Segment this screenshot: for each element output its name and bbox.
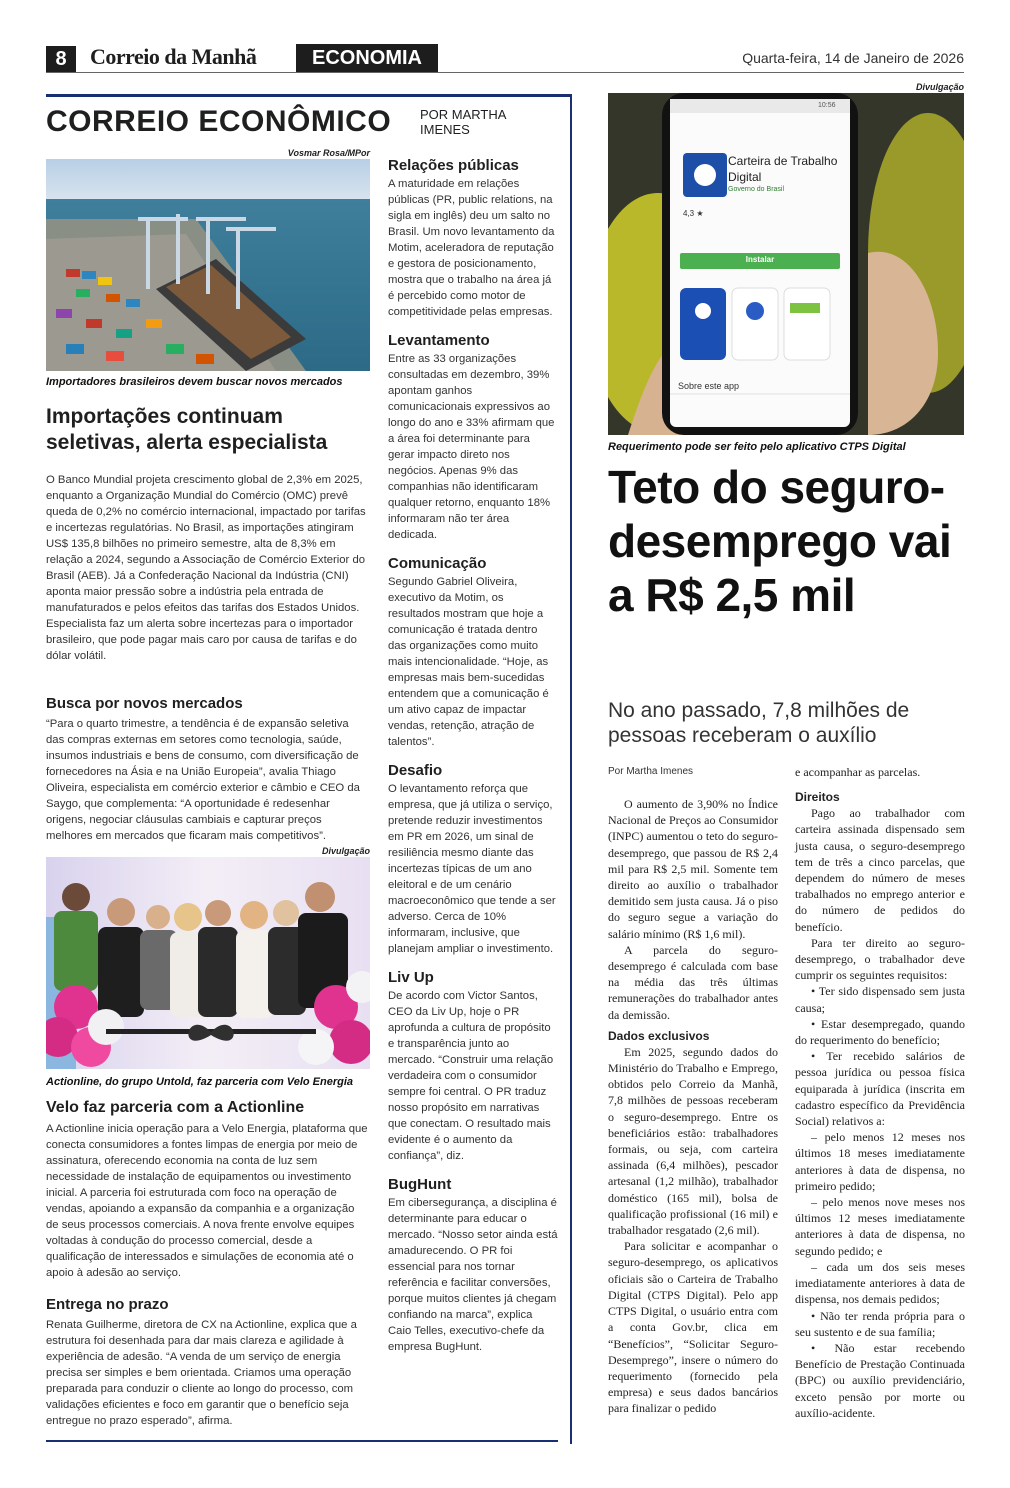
main-story-paragraph: – pelo menos 12 meses nos últimos 18 meses imediatamente anteriores à data de dispensa, no primeiro pedido; <box>795 1130 965 1193</box>
publication-date: Quarta-feira, 14 de Janeiro de 2026 <box>742 50 964 66</box>
photo-credit: Vosmar Rosa/MPor <box>287 148 370 158</box>
main-story-paragraph: – pelo menos nove meses nos últimos 12 meses imediatamente anteriores à data de dispensa, no segundo pedido; e <box>795 1195 965 1258</box>
main-story-paragraph: Para ter direito ao seguro-desemprego, o trabalhador deve cumprir os seguintes requisitos: <box>795 935 965 983</box>
phone-photo <box>608 93 964 435</box>
lead-story-paragraph: O Banco Mundial projeta crescimento global de 2,3% em 2025, enquanto a Organização Mundial do Comércio (OMC) prevê queda de 0,2% no comércio internacional, impactado por tarifas e incertezas regulatórias. No Brasil, as importações atingiram US$ 135,8 bilhões no primeiro semestre, alta de 8,3% em relação a 2024, segundo a Associação de Comércio Exterior do Brasil (AEB). Já a Confederação Nacional da Indústria (CNI) aponta maior pressão sobre a indústria pela entrada de manufaturados e pelos efeitos das tarifas dos Estados Unidos. Especialista faz um alerta sobre incertezas para o importador brasileiro, que pode pagar mais caro por causa de tarifas e do dólar volátil. <box>46 474 366 662</box>
sidebar-note <box>388 157 558 320</box>
main-story-paragraph: – cada um dos seis meses imediatamente anteriores à data de dispensa, nos demais pedidos; <box>795 1259 965 1307</box>
main-story-paragraph: • Não ter renda própria para o seu sustento e de sua família; <box>795 1308 965 1339</box>
velo-story-body-2 <box>46 1317 370 1429</box>
main-story-byline: Por Martha Imenes <box>608 766 694 777</box>
main-story-paragraph: e acompanhar as parcelas. <box>795 765 921 779</box>
team-photo-credit: Divulgação <box>321 846 370 856</box>
sidebar-note-title: Liv Up <box>388 969 434 986</box>
sidebar-note-title: Comunicação <box>388 555 487 572</box>
main-story-column-1 <box>608 796 778 1417</box>
install-button: Instalar <box>745 255 775 264</box>
main-story-subhead: Direitos <box>795 790 840 805</box>
port-photo <box>46 159 370 371</box>
status-time: 10:56 <box>818 102 836 109</box>
main-story-paragraph: Para solicitar e acompanhar o seguro-desemprego, os aplicativos oficiais são o Carteira de Trabalho Digital (CTPS Digital). Pelo app CTPS Digital, o usuário entra com a conta Gov.br, clica em “Benefícios”, “Solicitar Seguro-Desemprego”, insere o número do requerimento (fornecido pela empresa) e seus dados bancários para finalizar o pedido <box>608 1239 778 1416</box>
sidebar-note-title: Desafio <box>388 762 443 779</box>
main-story-paragraph: • Ter recebido salários de pessoa jurídica ou pessoa física equiparada à jurídica (inscrita em cadastro específico da Previdência Social) relativos a: <box>795 1049 965 1129</box>
sidebar-note <box>388 1176 558 1355</box>
main-story-paragraph: Em 2025, segundo dados do Ministério do Trabalho e Emprego, obtidos pelo Correio da Manhã, 7,8 milhões de pessoas receberam o seguro-desemprego. Entre os beneficiários estão: trabalhadores formais, ou seja, com carteira assinada (6,4 milhões), pescador artesanal (1,2 milhão), trabalhador doméstico (165 mil), bolsa de qualificação profissional (16 mil) e trabalhador resgatado (2,6 mil). <box>608 1044 778 1238</box>
sidebar-note-text: O levantamento reforça que empresa, que já utiliza o serviço, pretende reduzir investimentos em PR em 2026, um sinal de resiliência mesmo diante das incertezas típicas de um ano eleitoral e de um cenário macroeconômico que tende a ser adverso. Cerca de 10% informaram, inclusive, que planejam ampliar o investimento. <box>388 783 556 955</box>
sidebar-note-text: A maturidade em relações públicas (PR, public relations, na sigla em inglês) deu um salto no Brasil. Um novo levantamento da Motim, aceleradora de reputação e gestora de posicionamento, mostra que o trabalho na área já é percebido como motor de competitividade pelas empresas. <box>388 178 555 318</box>
team-photo-caption: Actionline, do grupo Untold, faz parceria com Velo Energia <box>46 1076 354 1088</box>
main-story-paragraph: O aumento de 3,90% no Índice Nacional de Preços ao Consumidor (INPC) aumentou o teto do seguro-desemprego, que passou de R$ 2,4 mil para R$ 2,5 mil. Somente tem direito ao auxílio o trabalhador demitido sem justa causa. Já o piso do seguro segue a variação do salário mínimo (R$ 1,6 mil). <box>608 797 778 941</box>
column-byline: POR MARTHA IMENES <box>420 107 506 137</box>
main-story-paragraph: Pago ao trabalhador com carteira assinada dispensado sem justa causa, o seguro-desemprego tem de três a cinco parcelas, que dependem do número de meses trabalhados no emprego anterior e do número de pedidos do benefício. <box>795 806 965 934</box>
phone-photo-caption: Requerimento pode ser feito pelo aplicativo CTPS Digital <box>608 441 906 453</box>
sidebar-note-text: De acordo com Victor Santos, CEO da Liv Up, hoje o PR aprofunda a cultura de propósito e transparência junto ao mercado. “Construir uma relação verdadeira com o consumidor sempre foi central. O PR traduz nosso propósito em narrativas que conectam. O resultado mais evidente é o aumento da confiança”, diz. <box>388 990 554 1162</box>
app-publisher: Governo do Brasil <box>728 186 785 193</box>
lead-story-paragraph-2: “Para o quarto trimestre, a tendência é de expansão seletiva das compras externas em setores como tecnologia, saúde, insumos industriais e bens de consumo, com diversificação de fornecedores na Ásia e na União Europeia”, avalia Thiago Oliveira, especialista em comércio exterior e câmbio e CEO da Saygo, que complementa: “A oportunidade é redesenhar origens, negociar cláusulas cambiais e capturar preços melhores em mercados que ficaram mais competitivos”. <box>46 718 360 842</box>
sidebar-note-title: BugHunt <box>388 1176 452 1193</box>
main-story-paragraph: A parcela do seguro-desemprego é calculada com base na média das três últimas remunerações do trabalhador antes da demissão. <box>608 942 778 1022</box>
lead-story-subhead: Busca por novos mercados <box>46 695 243 712</box>
velo-story-body <box>46 1121 370 1281</box>
velo-story-headline: Velo faz parceria com a Actionline <box>46 1099 305 1116</box>
velo-story-subhead: Entrega no prazo <box>46 1296 169 1313</box>
app-title: Carteira de Trabalho Digital <box>728 154 838 184</box>
lead-story-body <box>46 472 370 664</box>
sidebar-note <box>388 762 558 957</box>
column-top-rule <box>46 94 570 97</box>
paper-name: Correio da Manhã <box>90 44 257 69</box>
sidebar-notes <box>388 157 558 1355</box>
main-story-paragraph: • Não estar recebendo Benefício de Prestação Continuada (BPC) ou auxílio previdenciário, exceto pensão por morte ou auxílio-acidente. <box>795 1340 965 1420</box>
sidebar-note-text: Em cibersegurança, a disciplina é determinante para educar o mercado. “Nosso setor ainda está amadurecendo. O PR foi essencial para nos tornar referência e facilitar conversões, porque muitos clientes já chegam confiando na marca”, explica Caio Telles, executivo-chefe da empresa BugHunt. <box>388 1197 558 1353</box>
column-bottom-rule <box>46 1440 558 1442</box>
velo-story-paragraph-2: Renata Guilherme, diretora de CX na Actionline, explica que a estrutura foi desenhada para dar mais clareza e agilidade à experiência de adesão. “A venda de um serviço de energia precisa ser simples e bem orientada. Criamos uma operação preparada para conduzir o cliente ao longo do processo, com validações eficientes e foco em garantir que o benefício seja entregue no prazo esperado”, afirma. <box>46 1319 357 1427</box>
page-number: 8 <box>46 46 76 72</box>
main-story-paragraph: • Ter sido dispensado sem justa causa; <box>795 984 965 1015</box>
sidebar-note-text: Segundo Gabriel Oliveira, executivo da Motim, os resultados mostram que hoje a comunicação é tratada dentro das organizações como muito mais intencionalidade. “Hoje, as empresas mais bem-sucedidas entendem que a comunicação é um ativo capaz de impactar vendas, retenção, atração de talentos”. <box>388 576 549 748</box>
sidebar-note-title: Levantamento <box>388 332 490 349</box>
about-app-label: Sobre este app <box>678 381 740 391</box>
team-photo <box>46 857 370 1069</box>
sidebar-note-title: Relações públicas <box>388 157 519 174</box>
velo-story-paragraph: A Actionline inicia operação para a Velo Energia, plataforma que conecta consumidores a fontes limpas de energia por meio de assinatura, oferecendo economia na conta de luz sem necessidade de instalação de equipamentos ou investimento inicial. A parceria foi estruturada com foco na operação de vendas, apoiando a expansão da companhia e a organização de seus processos comerciais. A nova frente envolve equipes voltadas à condução do processo comercial, desde a qualificação de interessados e simulações de economia até o apoio à adesão ao serviço. <box>46 1123 368 1279</box>
main-story-deck: No ano passado, 7,8 milhões de pessoas receberam o auxílio <box>608 699 910 747</box>
main-story-column-2 <box>795 764 965 1421</box>
section-tag: ECONOMIA <box>296 44 438 72</box>
lead-story-body-2 <box>46 716 370 844</box>
main-story-headline: Teto do seguro-desemprego vai a R$ 2,5 mil <box>608 461 952 621</box>
sidebar-note <box>388 969 558 1164</box>
lead-story-headline: Importações continuam seletivas, alerta especialista <box>46 405 328 454</box>
sidebar-note-text: Entre as 33 organizações consultadas em dezembro, 39% apontam ganhos comunicacionais expressivos ao longo do ano e 33% afirmam que a área foi determinante para gerar impacto direto nos negócios. Apenas 9% das companhias não identificaram qualquer retorno, enquanto 18% informaram não ter área dedicada. <box>388 353 555 541</box>
sidebar-note <box>388 555 558 750</box>
main-story-subhead: Dados exclusivos <box>608 1028 710 1043</box>
phone-photo-credit: Divulgação <box>915 82 964 92</box>
main-story-paragraph: • Estar desempregado, quando do requerimento do benefício; <box>795 1016 965 1048</box>
masthead-rule <box>46 72 964 73</box>
sidebar-note <box>388 332 558 543</box>
column-vertical-rule <box>570 94 572 1444</box>
column-title: CORREIO ECONÔMICO <box>46 105 392 138</box>
app-rating: 4,3 ★ <box>683 209 704 218</box>
port-photo-caption: Importadores brasileiros devem buscar novos mercados <box>46 376 343 388</box>
